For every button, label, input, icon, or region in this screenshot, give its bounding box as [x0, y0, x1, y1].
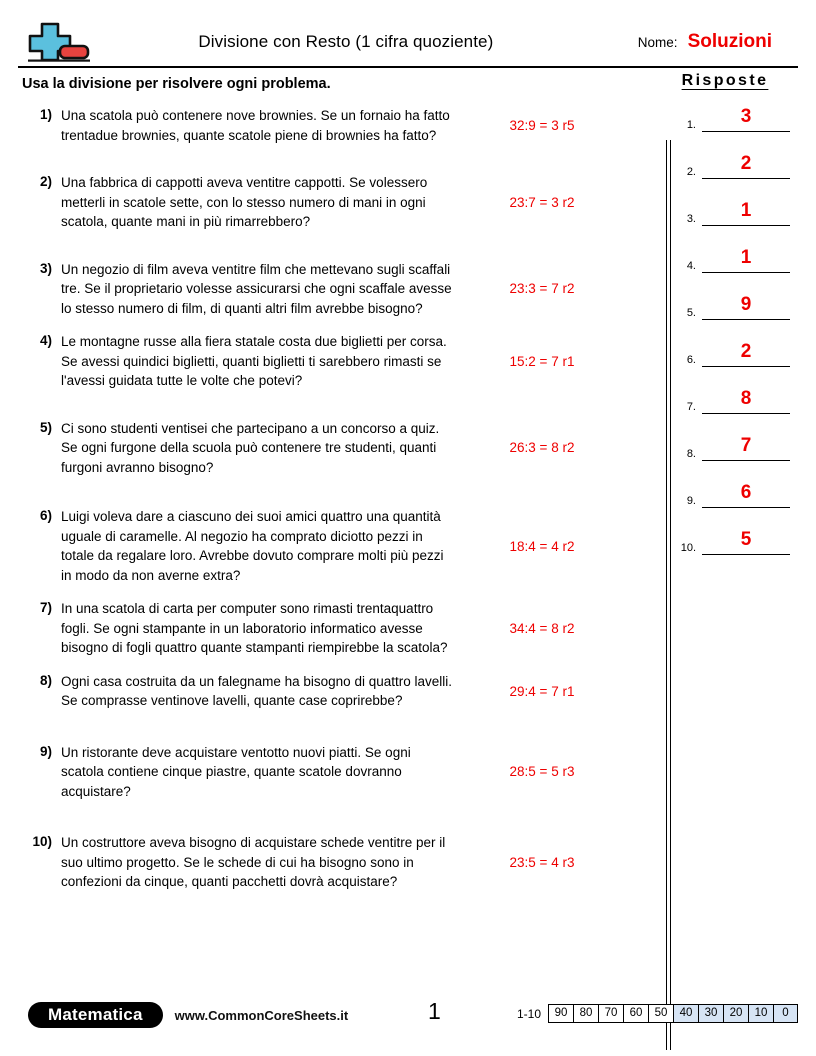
worksheet-body [18, 72, 794, 892]
answer-value: 2 [740, 153, 752, 174]
answer-blank[interactable] [702, 433, 790, 461]
answer-value: 3 [740, 106, 752, 127]
answer-blank[interactable] [702, 339, 790, 367]
problem-text: In una scatola di carta per computer sono rimasti trentaquattro fogli. Se ogni stampante in un laboratorio informatico avesse bisogno di fogli quattro quante stampanti riempirebbe la scatola? [61, 601, 448, 655]
scale-box[interactable]: 30 [698, 1004, 723, 1023]
answer-number: 6. [686, 354, 696, 366]
problem-text: Ogni casa costruita da un falegname ha bisogno di quattro lavelli. Se comprasse ventinove lavelli, quante case coprirebbe? [61, 673, 452, 708]
problem-item [18, 106, 648, 145]
problem-text: Un negozio di film aveva ventitre film che mettevano sugli scaffali tre. Se il proprietario volesse assicurarsi che ogni scaffale avesse lo stesso numero di film, di quanti altri film avrebbe bisogno? [61, 261, 452, 316]
problem-item [18, 332, 648, 391]
answer-row [670, 151, 794, 179]
problem-answer-work: 23:3 = 7 r2 [509, 281, 575, 297]
answer-number: 4. [686, 260, 696, 272]
answer-blank[interactable] [702, 151, 790, 179]
answers-column [648, 72, 794, 560]
problem-number: 8) [39, 672, 52, 688]
problem-answer-work: 18:4 = 4 r2 [509, 538, 575, 554]
answer-row [670, 198, 794, 226]
answer-row [670, 386, 794, 414]
problem-item [18, 419, 648, 478]
scale-box[interactable]: 20 [723, 1004, 748, 1023]
problem-item [18, 672, 648, 711]
answer-blank[interactable] [702, 292, 790, 320]
answer-blank[interactable] [702, 527, 790, 555]
scale-range-label: 1-10 [516, 1006, 541, 1021]
answer-row [670, 245, 794, 273]
problems-list [18, 106, 648, 892]
page-number: 1 [428, 998, 441, 1024]
answers-panel-title: Risposte [681, 72, 769, 89]
problem-number: 4) [39, 333, 52, 348]
problem-answer-work: 23:7 = 3 r2 [509, 194, 575, 210]
brand-badge: Matematica [28, 1002, 163, 1028]
problem-text: Una scatola può contenere nove brownies. Se un fornaio ha fatto trentadue brownies, quante scatole piene di brownies ha fatto? [61, 108, 450, 143]
problem-answer-work: 29:4 = 7 r1 [509, 683, 575, 699]
answer-value: 9 [740, 294, 752, 315]
scale-box[interactable]: 90 [548, 1004, 573, 1023]
problem-text: Un ristorante deve acquistare ventotto nuovi piatti. Se ogni scatola contiene cinque piastre, quante scatole dovranno acquistare? [61, 744, 411, 799]
name-label: Nome: [637, 35, 678, 50]
problems-column [18, 72, 648, 892]
problem-number: 7) [39, 600, 52, 615]
answer-number: 3. [686, 213, 696, 225]
answer-blank[interactable] [702, 245, 790, 273]
problem-answer-work: 15:2 = 7 r1 [509, 353, 575, 369]
problem-answer-work: 34:4 = 8 r2 [509, 620, 575, 636]
problem-item [18, 173, 648, 232]
problem-number: 10) [32, 834, 52, 849]
instructions-text: Usa la divisione per risolvere ogni problema. [22, 76, 331, 92]
problem-number: 9) [39, 743, 52, 759]
answer-value: 1 [740, 247, 752, 268]
scale-box[interactable]: 60 [623, 1004, 648, 1023]
name-field-group [638, 31, 794, 53]
problem-answer-work: 26:3 = 8 r2 [509, 440, 575, 456]
problem-answer-work: 32:9 = 3 r5 [509, 118, 575, 133]
answer-value: 5 [740, 529, 752, 550]
answer-number: 1. [686, 119, 696, 131]
answer-value: 7 [740, 435, 752, 456]
scale-box[interactable]: 80 [573, 1004, 598, 1023]
site-url: www.CommonCoreSheets.it [174, 1007, 349, 1023]
answer-row [670, 480, 794, 508]
page-title: Divisione con Resto (1 cifra quoziente) [198, 32, 494, 51]
problem-number: 5) [39, 419, 52, 435]
answer-row [670, 527, 794, 555]
answer-row [670, 104, 794, 132]
worksheet-footer [18, 998, 798, 1042]
answer-number: 9. [686, 495, 696, 507]
plus-minus-logo-icon [22, 20, 94, 64]
answer-value: 6 [740, 482, 752, 503]
scale-box[interactable]: 40 [673, 1004, 698, 1023]
problem-number: 3) [39, 260, 52, 276]
answer-row [670, 433, 794, 461]
name-value[interactable]: Soluzioni [687, 31, 772, 52]
problem-number: 2) [39, 174, 52, 189]
brand-group [28, 1002, 348, 1028]
header-divider-rule [18, 66, 798, 68]
problem-item [18, 833, 648, 892]
problem-answer-work: 28:5 = 5 r3 [509, 764, 575, 780]
score-scale [515, 1004, 798, 1023]
answer-blank[interactable] [702, 104, 790, 132]
problem-item [18, 599, 648, 658]
answer-number: 10. [680, 542, 696, 554]
problem-text: Le montagne russe alla fiera statale costa due biglietti per corsa. Se avessi quindici biglietti, quanti biglietti ti sarebbero rimasti se l'avessi guidata tutte le volte che potevi? [61, 334, 447, 388]
problem-item [18, 743, 648, 802]
answer-blank[interactable] [702, 198, 790, 226]
scale-box[interactable]: 50 [648, 1004, 673, 1023]
answer-value: 8 [740, 388, 752, 409]
scale-box[interactable]: 70 [598, 1004, 623, 1023]
answer-number: 2. [686, 166, 696, 178]
problem-item [18, 260, 648, 319]
answer-number: 5. [686, 307, 696, 319]
answer-row [670, 339, 794, 367]
answer-row [670, 292, 794, 320]
worksheet-header [18, 18, 794, 66]
problem-text: Una fabbrica di cappotti aveva ventitre cappotti. Se volessero metterli in scatole sette, con lo stesso numero di mani in ogni scatola, quante mani in più rimarrebbero? [61, 175, 428, 229]
problem-text: Ci sono studenti ventisei che partecipano a un concorso a quiz. Se ogni furgone della scuola può contenere tre studenti, quanti furgoni avranno bisogno? [61, 420, 440, 475]
problem-number: 6) [39, 508, 52, 523]
answer-blank[interactable] [702, 386, 790, 414]
answer-number: 8. [686, 448, 696, 460]
problem-number: 1) [39, 107, 52, 122]
scale-box[interactable]: 10 [748, 1004, 773, 1023]
problem-text: Un costruttore aveva bisogno di acquistare schede ventitre per il suo ultimo progetto. Se le schede di cui ha bisogno sono in confezioni da cinque, quanti pacchetti dovrà acquistare? [61, 835, 446, 889]
scale-box[interactable]: 0 [773, 1004, 798, 1023]
problem-answer-work: 23:5 = 4 r3 [509, 854, 575, 870]
answer-blank[interactable] [702, 480, 790, 508]
problem-item [18, 507, 648, 585]
problem-text: Luigi voleva dare a ciascuno dei suoi amici quattro una quantità uguale di caramelle. Al negozio ha comprato diciotto pezzi in totale da regalare loro. Avrebbe dovuto comprare molti più pezzi in modo da non averne extra? [61, 509, 444, 583]
answer-number: 7. [686, 401, 696, 413]
answer-value: 1 [740, 200, 752, 221]
answer-value: 2 [740, 341, 752, 362]
